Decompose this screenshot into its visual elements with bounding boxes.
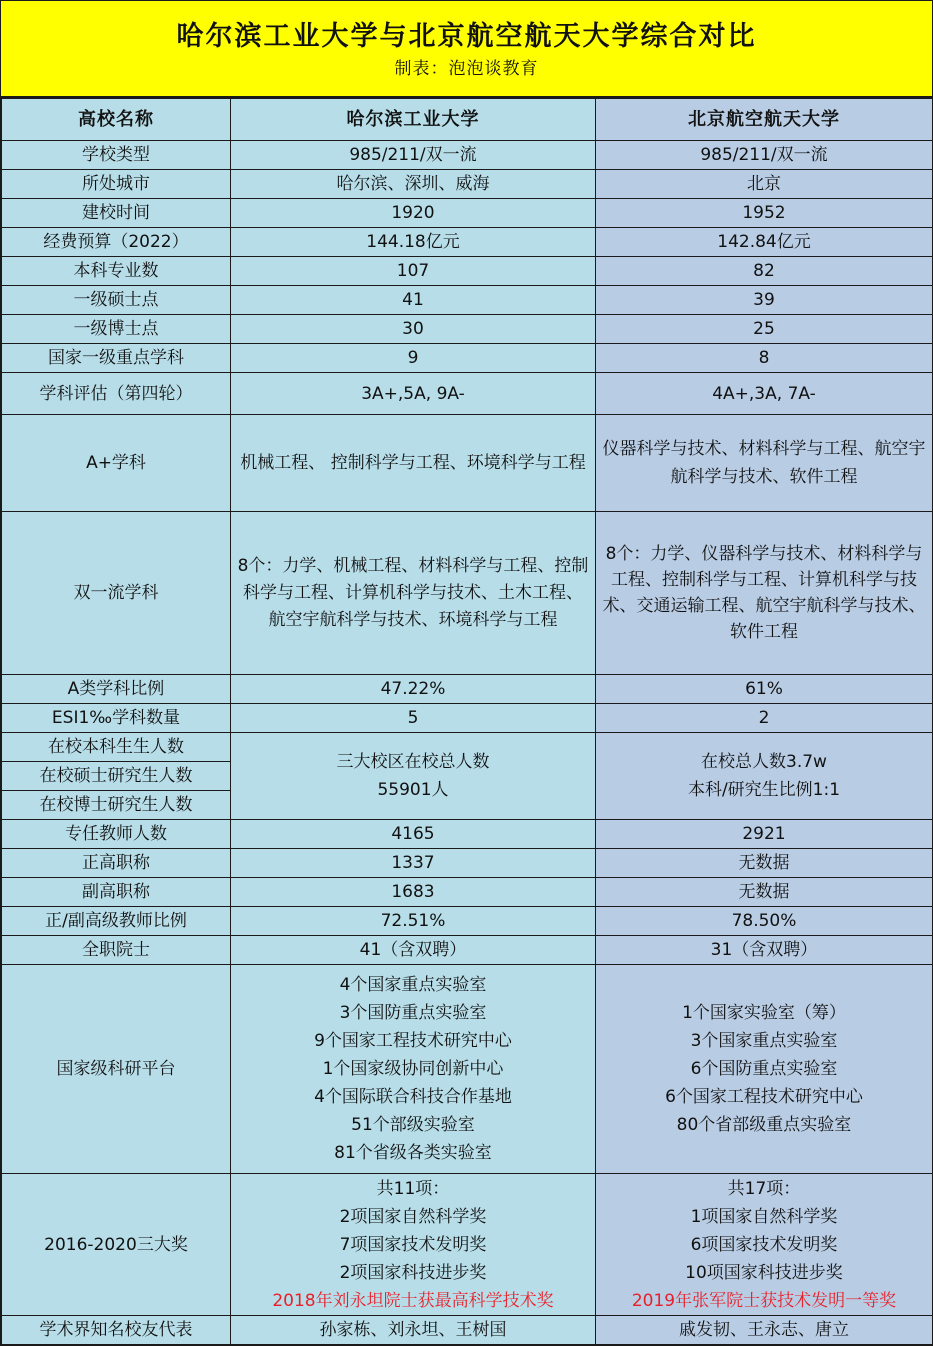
buaa-value: 2	[596, 704, 933, 733]
table-row-faculty	[2, 820, 933, 849]
header-cell-name: 高校名称	[2, 99, 231, 141]
table-row-key-disciplines	[2, 344, 933, 373]
platform-item: 1个国家级协同创新中心	[322, 1059, 504, 1079]
table-row-academicians	[2, 936, 933, 965]
student-labels	[2, 733, 231, 820]
table-row-evaluation	[2, 373, 933, 415]
row-label: 双一流学科	[2, 512, 231, 675]
buaa-value: 8	[596, 344, 933, 373]
table-row-city	[2, 170, 933, 199]
row-label: 学科评估（第四轮）	[2, 373, 231, 415]
award-highlight: 2019年张军院士获技术发明一等奖	[631, 1290, 897, 1311]
hit-value: 1683	[231, 878, 596, 907]
platform-item: 4个国家重点实验室	[339, 975, 487, 995]
page-subtitle: 制表：泡泡谈教育	[394, 59, 539, 79]
table-row-founded	[2, 199, 933, 228]
platform-item: 9个国家工程技术研究中心	[314, 1031, 512, 1051]
buaa-value: 8个：力学、仪器科学与技术、材料科学与工程、控制科学与工程、计算机科学与技术、交通运输工程、航空宇航科学与技术、软件工程	[596, 512, 933, 675]
award-item: 共17项：	[727, 1178, 801, 1199]
buaa-value: 142.84亿元	[596, 228, 933, 257]
row-label: 经费预算（2022）	[2, 228, 231, 257]
hit-value: 41（含双聘）	[231, 936, 596, 965]
award-highlight: 2018年刘永坦院士获最高科学技术奖	[272, 1290, 554, 1311]
platform-item: 3个国防重点实验室	[339, 1003, 487, 1023]
buaa-students-line: 本科/研究生比例1:1	[687, 780, 841, 800]
row-label: 正高职称	[2, 849, 231, 878]
hit-value: 机械工程、 控制科学与工程、环境科学与工程	[231, 415, 596, 512]
buaa-students-line: 在校总人数3.7w	[701, 752, 827, 772]
hit-value: 3A+,5A, 9A-	[231, 373, 596, 415]
hit-value: 985/211/双一流	[231, 141, 596, 170]
row-label: 副高职称	[2, 878, 231, 907]
hit-value: 哈尔滨、深圳、威海	[231, 170, 596, 199]
hit-value: 孙家栋、刘永坦、王树国	[231, 1316, 596, 1345]
row-label: 正/副高级教师比例	[2, 907, 231, 936]
platform-item: 51个部级实验室	[351, 1115, 475, 1135]
row-label: 全职院士	[2, 936, 231, 965]
hit-value: 107	[231, 257, 596, 286]
header-cell-buaa: 北京航空航天大学	[596, 99, 933, 141]
row-label: A+学科	[2, 415, 231, 512]
table-row-master	[2, 286, 933, 315]
buaa-value: 985/211/双一流	[596, 141, 933, 170]
row-label: ESI1‰学科数量	[2, 704, 231, 733]
hit-value: 9	[231, 344, 596, 373]
platform-item: 1个国家实验室（筹）	[682, 1003, 846, 1023]
buaa-value: 2921	[596, 820, 933, 849]
row-label: 建校时间	[2, 199, 231, 228]
buaa-value: 北京	[596, 170, 933, 199]
hit-value: 8个：力学、机械工程、材料科学与工程、控制科学与工程、计算机科学与技术、土木工程、航空宇航科学与技术、环境科学与工程	[231, 512, 596, 675]
buaa-value: 无数据	[596, 878, 933, 907]
award-item: 6项国家技术发明奖	[690, 1234, 838, 1255]
hit-value: 47.22%	[231, 675, 596, 704]
platform-item: 6个国家工程技术研究中心	[665, 1087, 863, 1107]
header-cell-hit: 哈尔滨工业大学	[231, 99, 596, 141]
row-label: A类学科比例	[2, 675, 231, 704]
page-title: 哈尔滨工业大学与北京航空航天大学综合对比	[176, 21, 757, 52]
table-row-a-ratio	[2, 675, 933, 704]
row-label: 本科专业数	[2, 257, 231, 286]
hit-students-line: 三大校区在校总人数	[336, 752, 490, 772]
table-header-row	[2, 99, 933, 141]
row-label: 所处城市	[2, 170, 231, 199]
row-label: 在校硕士研究生人数	[2, 762, 230, 791]
row-label: 2016-2020三大奖	[2, 1174, 231, 1316]
table-row-senior-ratio	[2, 907, 933, 936]
hit-students-line: 55901人	[377, 780, 449, 800]
award-item: 共11项：	[376, 1178, 450, 1199]
row-label: 专任教师人数	[2, 820, 231, 849]
award-item: 7项国家技术发明奖	[339, 1234, 487, 1255]
table-row-esi	[2, 704, 933, 733]
buaa-value: 1952	[596, 199, 933, 228]
platform-item: 4个国际联合科技合作基地	[314, 1087, 512, 1107]
table-row-type	[2, 141, 933, 170]
hit-value	[231, 733, 596, 820]
hit-value: 72.51%	[231, 907, 596, 936]
buaa-value: 39	[596, 286, 933, 315]
buaa-value: 25	[596, 315, 933, 344]
buaa-value: 戚发韧、王永志、唐立	[596, 1316, 933, 1345]
platform-item: 3个国家重点实验室	[690, 1031, 838, 1051]
hit-value	[231, 965, 596, 1174]
buaa-value: 78.50%	[596, 907, 933, 936]
buaa-value: 61%	[596, 675, 933, 704]
award-item: 10项国家科技进步奖	[685, 1262, 843, 1283]
award-item: 2项国家自然科学奖	[339, 1206, 487, 1227]
platform-item: 80个省部级重点实验室	[676, 1115, 852, 1135]
buaa-value: 82	[596, 257, 933, 286]
hit-value: 41	[231, 286, 596, 315]
table-row-budget	[2, 228, 933, 257]
buaa-value: 无数据	[596, 849, 933, 878]
platform-item: 81个省级各类实验室	[334, 1143, 492, 1163]
hit-value: 4165	[231, 820, 596, 849]
award-item: 1项国家自然科学奖	[690, 1206, 838, 1227]
title-block	[1, 1, 932, 98]
hit-value: 144.18亿元	[231, 228, 596, 257]
row-label: 国家一级重点学科	[2, 344, 231, 373]
row-label: 一级博士点	[2, 315, 231, 344]
table-row-awards	[2, 1174, 933, 1316]
table-row-associate-professor	[2, 878, 933, 907]
row-label: 学校类型	[2, 141, 231, 170]
buaa-value	[596, 965, 933, 1174]
comparison-table	[1, 98, 933, 1345]
row-label: 国家级科研平台	[2, 965, 231, 1174]
hit-value	[231, 1174, 596, 1316]
table-row-alumni	[2, 1316, 933, 1345]
hit-value: 5	[231, 704, 596, 733]
table-row-aplus	[2, 415, 933, 512]
table-row-platforms	[2, 965, 933, 1174]
row-label: 一级硕士点	[2, 286, 231, 315]
hit-value: 1920	[231, 199, 596, 228]
row-label: 在校博士研究生人数	[39, 795, 193, 815]
hit-value: 30	[231, 315, 596, 344]
row-label: 在校本科生生人数	[2, 733, 230, 762]
table-row-double-first-class	[2, 512, 933, 675]
hit-value: 1337	[231, 849, 596, 878]
row-label: 学术界知名校友代表	[2, 1316, 231, 1345]
table-row-doctor	[2, 315, 933, 344]
buaa-value	[596, 733, 933, 820]
platform-item: 6个国防重点实验室	[690, 1059, 838, 1079]
table-row-students	[2, 733, 933, 820]
buaa-value: 4A+,3A, 7A-	[596, 373, 933, 415]
buaa-value: 31（含双聘）	[596, 936, 933, 965]
table-row-full-professor	[2, 849, 933, 878]
buaa-value	[596, 1174, 933, 1316]
table-row-majors	[2, 257, 933, 286]
award-item: 2项国家科技进步奖	[339, 1262, 487, 1283]
buaa-value: 仪器科学与技术、材料科学与工程、航空宇航科学与技术、软件工程	[596, 415, 933, 512]
